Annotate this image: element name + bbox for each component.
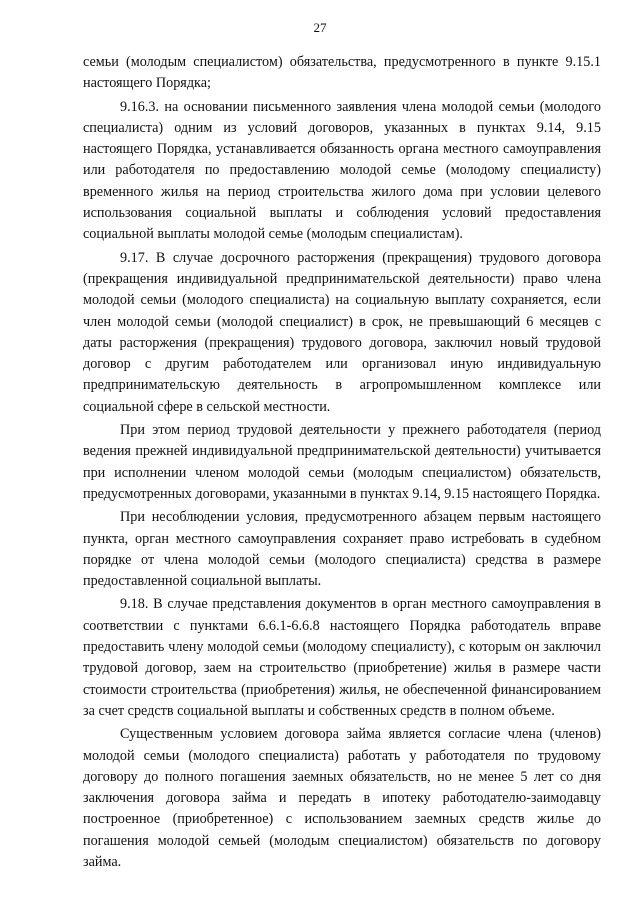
page-number: 27 [313,20,327,35]
paragraph: семьи (молодым специалистом) обязательства, предусмотренного в пункте 9.15.1 настоящего Порядка; [83,54,601,92]
paragraph: Существенным условием договора займа является согласие члена (членов) молодой семьи (молодого специалиста) работать у работодателя по трудовому договору до полного погашения заемных обязательств, но не менее 5 лет со дня заключения договора займа и передать в ипотеку работодателю-заимодавцу построенное (приобретенное) с использованием заемных средств жилье до погашения молодой семьей (молодым специалистом) обязательств по договору займа. [83,726,601,870]
paragraph: При этом период трудовой деятельности у прежнего работодателя (период ведения прежней индивидуальной предпринимательской деятельности) учитывается при исполнении членом молодой семьи (молодым специалистом) обязательств, предусмотренных договорами, указанными в пунктах 9.14, 9.15 настоящего Порядка. [83,422,601,502]
paragraph: При несоблюдении условия, предусмотренного абзацем первым настоящего пункта, орган местного самоуправления сохраняет право истребовать в судебном порядке от члена молодой семьи (молодого специалиста) средства в размере предоставленной социальной выплаты. [83,509,601,590]
document-body [83,52,601,875]
paragraph: 9.17. В случае досрочного расторжения (прекращения) трудового договора (прекращения индивидуальной предпринимательской деятельности) право члена молодой семьи (молодого специалиста) на социальную выплату сохраняется, если член молодой семьи (молодой специалист) в срок, не превышающий 6 месяцев с даты расторжения (прекращения) трудового договора, заключил новый трудовой договор с другим работодателем или организовал иную индивидуальную предпринимательскую деятельность в агропромышленном комплексе или социальной сфере в сельской местности. [83,249,601,415]
paragraph: 9.18. В случае представления документов в орган местного самоуправления в соответствии с пунктами 6.6.1-6.6.8 настоящего Порядка работодатель вправе предоставить члену молодой семьи (молодому специалисту), с которым он заключил трудовой договор, заем на строительство (приобретение) жилья в размере части стоимости строительства (приобретения) жилья, не обеспеченной финансированием за счет средств социальной выплаты и собственных средств в полном объеме. [83,596,601,719]
paragraph: 9.16.3. на основании письменного заявления члена молодой семьи (молодого специалиста) одним из условий договоров, указанных в пунктах 9.14, 9.15 настоящего Порядка, устанавливается обязанность органа местного самоуправления или работодателя по предоставлению молодой семье (молодому специалисту) временного жилья на период строительства жилого дома при условии целевого использования социальной выплаты и соблюдения условий предоставления социальной выплаты молодой семье (молодым специалистам). [83,98,601,243]
